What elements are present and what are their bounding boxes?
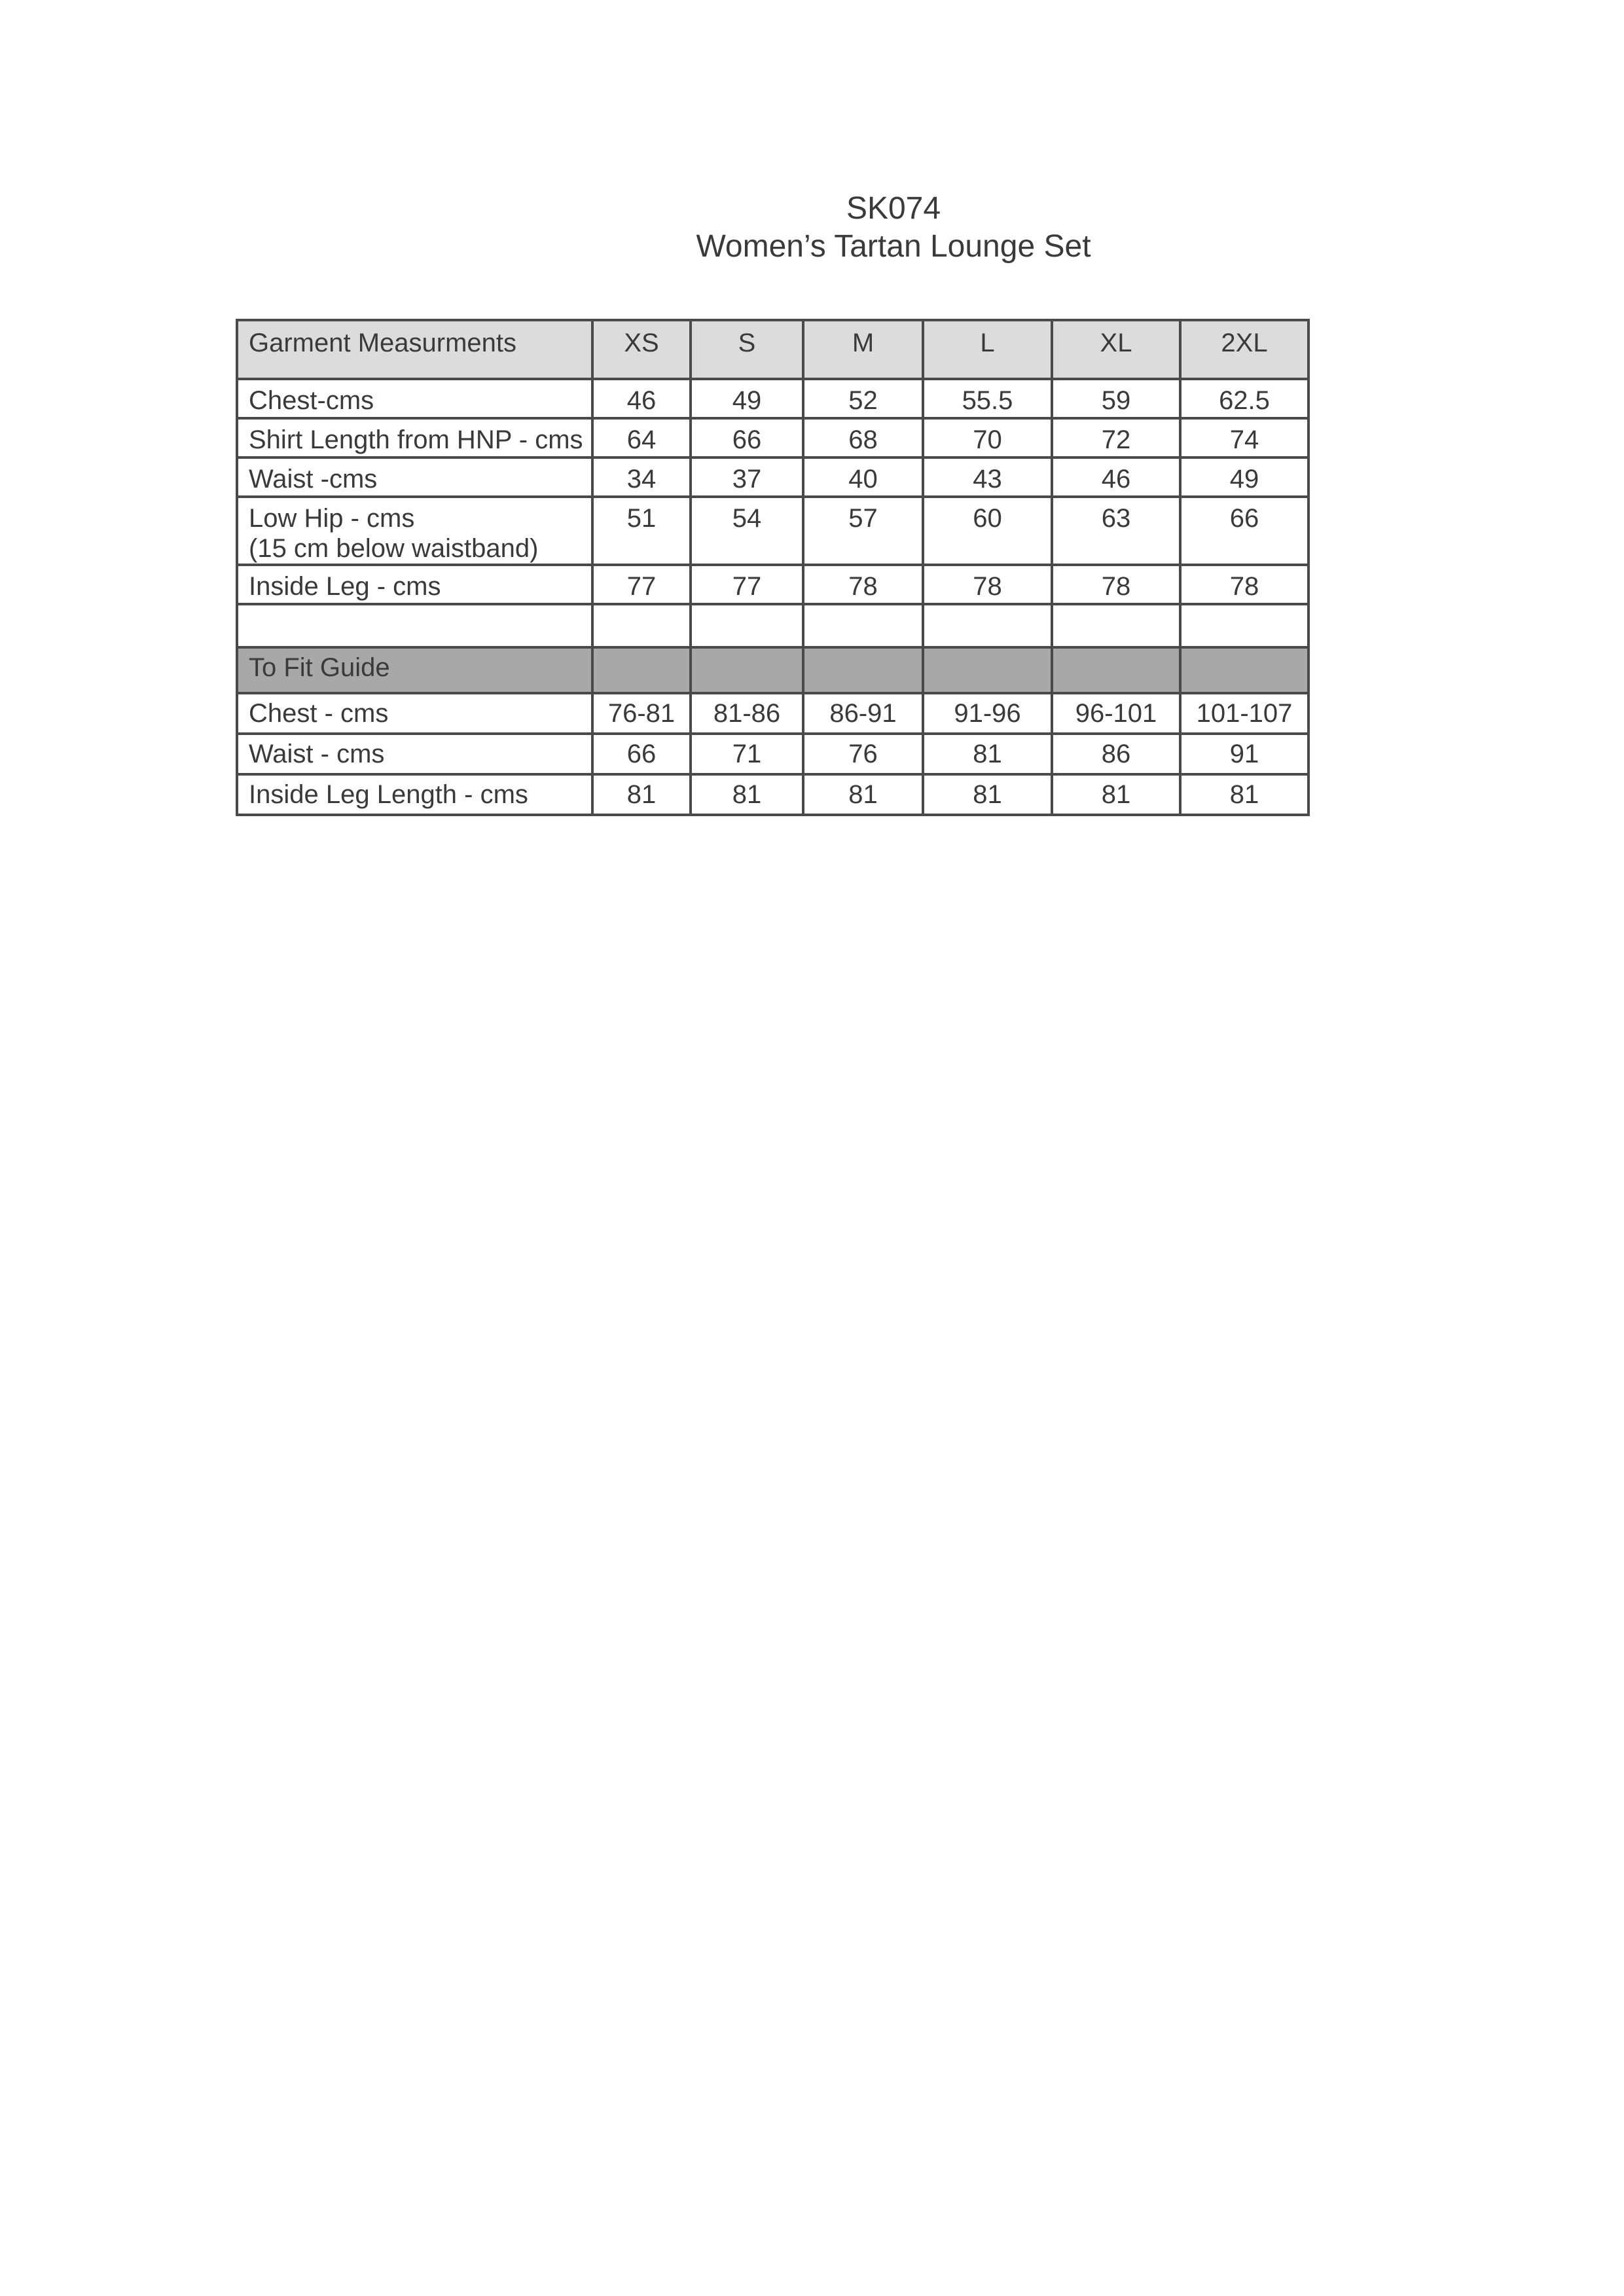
row-label: Waist -cms bbox=[249, 465, 378, 493]
empty-cell bbox=[803, 604, 923, 647]
row-label: Inside Leg - cms bbox=[249, 572, 441, 601]
empty-cell bbox=[803, 647, 923, 693]
document-title bbox=[0, 190, 1624, 266]
value-cell bbox=[803, 693, 923, 734]
value-cell bbox=[803, 457, 923, 497]
value-cell bbox=[691, 418, 803, 457]
value-cell bbox=[592, 497, 691, 565]
fit-guide-label-cell bbox=[237, 647, 592, 693]
measurement-value: 60 bbox=[973, 504, 1002, 533]
table-row bbox=[237, 693, 1308, 734]
value-cell bbox=[923, 379, 1052, 418]
table-row bbox=[237, 457, 1308, 497]
value-cell bbox=[923, 457, 1052, 497]
value-cell bbox=[592, 565, 691, 604]
fit-value: 71 bbox=[732, 740, 762, 768]
measurement-value: 78 bbox=[1101, 572, 1131, 601]
measurement-value: 54 bbox=[732, 504, 762, 533]
size-header-cell bbox=[691, 320, 803, 379]
measurement-value: 37 bbox=[732, 465, 762, 493]
value-cell bbox=[1180, 565, 1308, 604]
row-label: Chest - cms bbox=[249, 699, 389, 728]
measurement-value: 68 bbox=[848, 425, 878, 454]
value-cell bbox=[923, 418, 1052, 457]
value-cell bbox=[803, 418, 923, 457]
measurement-value: 51 bbox=[626, 504, 657, 533]
measurement-value: 78 bbox=[973, 572, 1002, 601]
fit-value: 66 bbox=[626, 740, 657, 768]
size-header: M bbox=[852, 329, 875, 357]
measurement-value: 40 bbox=[848, 465, 878, 493]
value-cell bbox=[691, 774, 803, 815]
row-label: Inside Leg Length - cms bbox=[249, 780, 528, 809]
value-cell bbox=[803, 565, 923, 604]
fit-value: 81 bbox=[848, 780, 878, 809]
measurement-value: 49 bbox=[1229, 465, 1259, 493]
table-row bbox=[237, 734, 1308, 774]
measurement-value: 63 bbox=[1101, 504, 1131, 533]
fit-value: 96-101 bbox=[1075, 699, 1157, 728]
size-header-cell bbox=[592, 320, 691, 379]
measurement-value: 52 bbox=[848, 386, 878, 415]
row-label-cell bbox=[237, 565, 592, 604]
value-cell bbox=[691, 497, 803, 565]
value-cell bbox=[592, 734, 691, 774]
size-header-cell bbox=[923, 320, 1052, 379]
value-cell bbox=[592, 693, 691, 734]
row-label-cell bbox=[237, 693, 592, 734]
empty-cell bbox=[923, 604, 1052, 647]
size-header: S bbox=[738, 329, 756, 357]
size-header: XS bbox=[624, 329, 659, 357]
fit-value: 81 bbox=[973, 740, 1002, 768]
product-name: Women’s Tartan Lounge Set bbox=[696, 229, 1091, 264]
value-cell bbox=[923, 734, 1052, 774]
value-cell bbox=[691, 734, 803, 774]
measurement-value: 46 bbox=[626, 386, 657, 415]
value-cell bbox=[592, 418, 691, 457]
header-label-cell bbox=[237, 320, 592, 379]
size-header: XL bbox=[1100, 329, 1132, 357]
empty-cell bbox=[1180, 604, 1308, 647]
row-label-cell bbox=[237, 497, 592, 565]
value-cell bbox=[1180, 774, 1308, 815]
value-cell bbox=[1180, 693, 1308, 734]
value-cell bbox=[803, 774, 923, 815]
value-cell bbox=[1052, 774, 1180, 815]
empty-cell bbox=[592, 604, 691, 647]
measurement-value: 43 bbox=[973, 465, 1002, 493]
value-cell bbox=[1180, 734, 1308, 774]
table-row bbox=[237, 565, 1308, 604]
measurement-value: 59 bbox=[1101, 386, 1131, 415]
table-row bbox=[237, 774, 1308, 815]
value-cell bbox=[592, 457, 691, 497]
row-label-cell bbox=[237, 418, 592, 457]
empty-cell bbox=[1052, 647, 1180, 693]
row-label: Shirt Length from HNP - cms bbox=[249, 425, 583, 454]
blank-row bbox=[237, 604, 1308, 647]
value-cell bbox=[691, 565, 803, 604]
size-header-cell bbox=[803, 320, 923, 379]
table-row bbox=[237, 497, 1308, 565]
value-cell bbox=[1180, 457, 1308, 497]
fit-value: 86-91 bbox=[829, 699, 897, 728]
product-code: SK074 bbox=[846, 191, 941, 226]
measurement-value: 72 bbox=[1101, 425, 1131, 454]
header-label: Garment Measurments bbox=[249, 329, 517, 357]
fit-value: 81 bbox=[1229, 780, 1259, 809]
value-cell bbox=[691, 457, 803, 497]
row-label: Chest-cms bbox=[249, 386, 374, 415]
value-cell bbox=[1052, 693, 1180, 734]
fit-value: 81 bbox=[1101, 780, 1131, 809]
value-cell bbox=[923, 774, 1052, 815]
fit-guide-label: To Fit Guide bbox=[249, 653, 390, 682]
empty-cell bbox=[1180, 647, 1308, 693]
size-header: 2XL bbox=[1221, 329, 1268, 357]
fit-value: 91 bbox=[1229, 740, 1259, 768]
table-header-row bbox=[237, 320, 1308, 379]
value-cell bbox=[1052, 457, 1180, 497]
measurement-value: 55.5 bbox=[962, 386, 1013, 415]
fit-value: 81-86 bbox=[713, 699, 781, 728]
row-label-cell bbox=[237, 379, 592, 418]
value-cell bbox=[923, 497, 1052, 565]
fit-value: 101-107 bbox=[1196, 699, 1293, 728]
value-cell bbox=[803, 379, 923, 418]
empty-cell bbox=[691, 647, 803, 693]
measurement-value: 70 bbox=[973, 425, 1002, 454]
measurement-value: 78 bbox=[848, 572, 878, 601]
table-row bbox=[237, 418, 1308, 457]
value-cell bbox=[691, 379, 803, 418]
empty-cell bbox=[592, 647, 691, 693]
value-cell bbox=[923, 693, 1052, 734]
size-header-cell bbox=[1052, 320, 1180, 379]
value-cell bbox=[923, 565, 1052, 604]
empty-cell bbox=[237, 604, 592, 647]
measurement-value: 78 bbox=[1229, 572, 1259, 601]
value-cell bbox=[1052, 497, 1180, 565]
value-cell bbox=[803, 734, 923, 774]
empty-cell bbox=[1052, 604, 1180, 647]
table-row bbox=[237, 379, 1308, 418]
measurement-value: 66 bbox=[732, 425, 762, 454]
value-cell bbox=[691, 693, 803, 734]
measurement-value: 77 bbox=[626, 572, 657, 601]
row-label-cell bbox=[237, 457, 592, 497]
value-cell bbox=[592, 774, 691, 815]
row-label-cell bbox=[237, 734, 592, 774]
empty-cell bbox=[923, 647, 1052, 693]
measurement-value: 64 bbox=[626, 425, 657, 454]
value-cell bbox=[1052, 418, 1180, 457]
fit-value: 86 bbox=[1101, 740, 1131, 768]
value-cell bbox=[1052, 734, 1180, 774]
fit-value: 81 bbox=[973, 780, 1002, 809]
value-cell bbox=[1052, 565, 1180, 604]
size-header-cell bbox=[1180, 320, 1308, 379]
value-cell bbox=[1180, 418, 1308, 457]
measurement-value: 49 bbox=[732, 386, 762, 415]
measurement-value: 46 bbox=[1101, 465, 1131, 493]
fit-value: 91-96 bbox=[954, 699, 1021, 728]
value-cell bbox=[1180, 497, 1308, 565]
fit-value: 76 bbox=[848, 740, 878, 768]
row-label: Waist - cms bbox=[249, 740, 385, 768]
fit-value: 81 bbox=[732, 780, 762, 809]
row-label-note: (15 cm below waistband) bbox=[249, 534, 539, 563]
measurement-value: 57 bbox=[848, 504, 878, 533]
fit-guide-header-row bbox=[237, 647, 1308, 693]
value-cell bbox=[592, 379, 691, 418]
measurement-value: 74 bbox=[1229, 425, 1259, 454]
fit-value: 76-81 bbox=[607, 699, 676, 728]
value-cell bbox=[1180, 379, 1308, 418]
value-cell bbox=[1052, 379, 1180, 418]
size-header: L bbox=[980, 329, 995, 357]
row-label: Low Hip - cms bbox=[249, 504, 415, 533]
measurement-value: 77 bbox=[732, 572, 762, 601]
measurement-value: 66 bbox=[1229, 504, 1259, 533]
empty-cell bbox=[691, 604, 803, 647]
measurement-value: 34 bbox=[626, 465, 657, 493]
row-label-cell bbox=[237, 774, 592, 815]
fit-value: 81 bbox=[626, 780, 657, 809]
value-cell bbox=[803, 497, 923, 565]
measurement-value: 62.5 bbox=[1219, 386, 1270, 415]
size-chart-table bbox=[236, 319, 1310, 816]
